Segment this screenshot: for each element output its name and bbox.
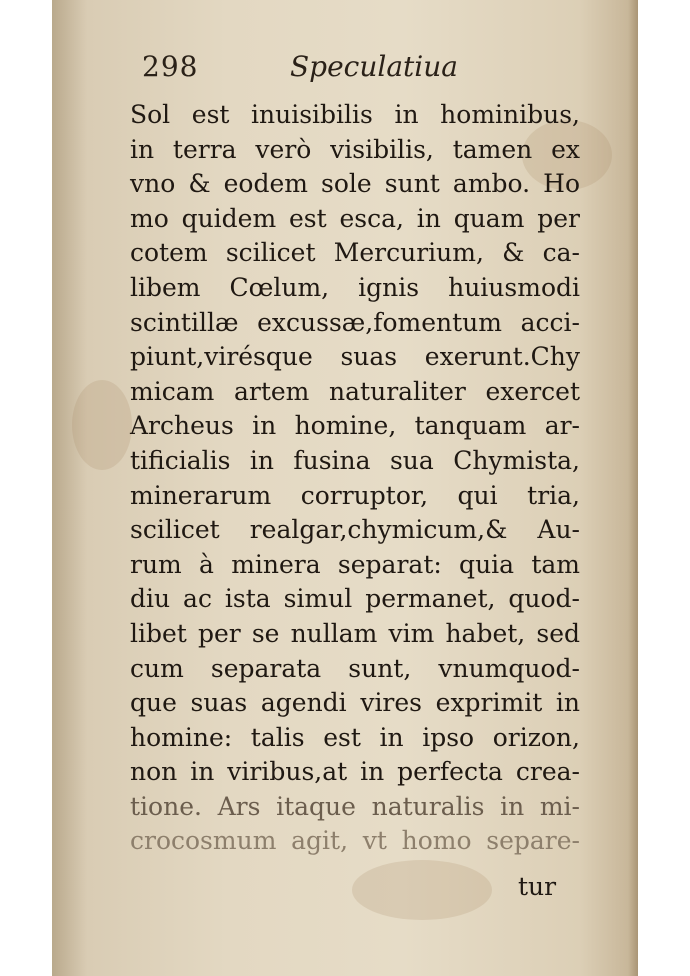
text-line: cotem scilicet Mercurium, & ca- <box>130 238 580 268</box>
running-title: Speculatiua <box>290 50 458 83</box>
text-line: mo quidem est esca, in quam per <box>130 203 580 233</box>
text-line: minerarum corruptor, qui tria, <box>130 480 580 510</box>
text-line: micam artem naturaliter exercet <box>130 376 580 406</box>
text-line: rum à minera separat: quia tam <box>130 549 580 579</box>
text-line: cum separata sunt, vnumquod- <box>130 653 580 683</box>
text-line: que suas agendi vires exprimit in <box>130 688 580 718</box>
text-line: Archeus in homine, tanquam ar- <box>130 411 580 441</box>
page-edge-shadow <box>628 0 638 976</box>
text-line: tificialis in fusina sua Chymista, <box>130 445 580 475</box>
text-line: crocosmum agit, vt homo separe- <box>130 826 580 856</box>
text-line: homine: talis est in ipso orizon, <box>130 722 580 752</box>
paper-stain <box>352 860 492 920</box>
text-line: scintillæ excussæ,fomentum acci- <box>130 307 580 337</box>
text-line: libem Cœlum, ignis huiusmodi <box>130 272 580 302</box>
text-line: vno & eodem sole sunt ambo. Ho <box>130 169 580 199</box>
text-line: diu ac ista simul permanet, quod- <box>130 584 580 614</box>
text-line: non in viribus,at in perfecta crea- <box>130 757 580 787</box>
text-line: tione. Ars itaque naturalis in mi- <box>130 791 580 821</box>
running-head <box>142 50 542 90</box>
book-page <box>52 0 638 976</box>
catchword: tur <box>518 872 557 901</box>
body-text <box>130 98 580 859</box>
text-line: scilicet realgar,chymicum,& Au- <box>130 515 580 545</box>
text-line: libet per se nullam vim habet, sed <box>130 618 580 648</box>
page-number: 298 <box>142 50 199 83</box>
text-line: in terra verò visibilis, tamen ex <box>130 134 580 164</box>
text-line: piunt,virésque suas exerunt.Chy <box>130 342 580 372</box>
text-line: Sol est inuisibilis in hominibus, <box>130 100 580 129</box>
paper-stain <box>72 380 132 470</box>
